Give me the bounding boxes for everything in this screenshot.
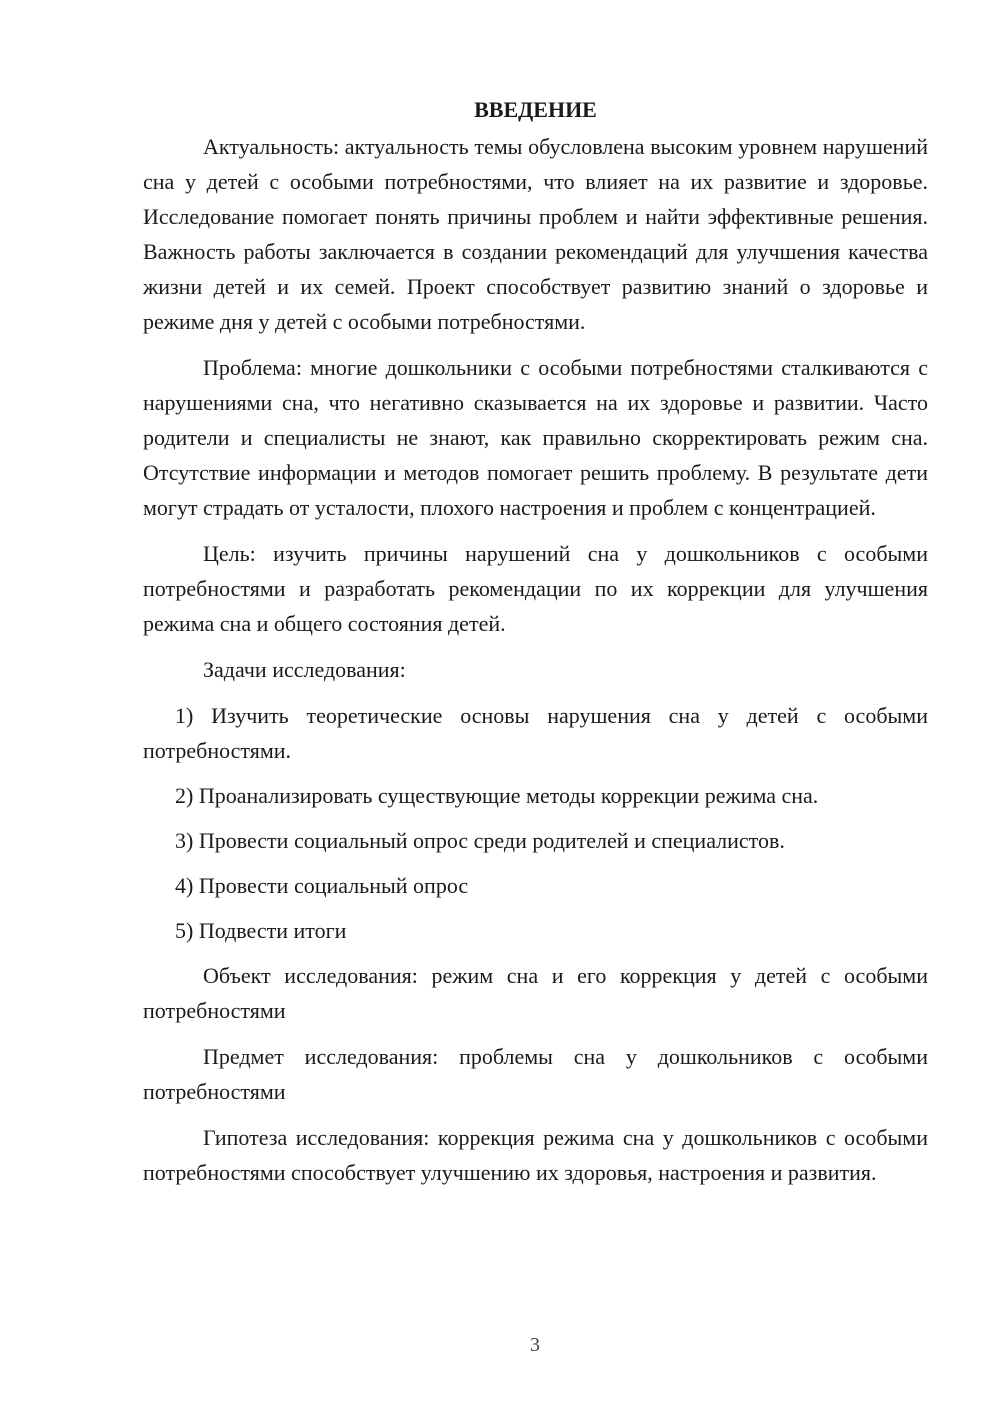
document-page: [143, 92, 928, 1201]
hypothesis-paragraph: Гипотеза исследования: коррекция режима сна у дошкольников с особыми потребностями способствует улучшению их здоровья, настроения и развития.: [143, 1125, 928, 1185]
object-paragraph: Объект исследования: режим сна и его коррекция у детей с особыми потребностями: [143, 963, 928, 1023]
page-number: 3: [530, 1334, 540, 1356]
tasks-list: [143, 698, 928, 948]
list-item: 4) Провести социальный опрос: [175, 873, 469, 898]
list-item: 5) Подвести итоги: [175, 918, 347, 943]
tasks-heading: Задачи исследования:: [203, 657, 406, 682]
subject-paragraph: Предмет исследования: проблемы сна у дошкольников с особыми потребностями: [143, 1044, 928, 1104]
problem-paragraph: Проблема: многие дошкольники с особыми потребностями сталкиваются с нарушениями сна, что негативно сказывается на их здоровье и развитии. Часто родители и специалисты не знают, как правильно скорректировать режим сна. Отсутствие информации и методов помогает решить проблему. В результате дети могут страдать от усталости, плохого настроения и проблем с концентрацией.: [143, 355, 928, 520]
goal-paragraph: Цель: изучить причины нарушений сна у дошкольников с особыми потребностями и разработать рекомендации по их коррекции для улучшения режима сна и общего состояния детей.: [143, 541, 928, 636]
list-item: 3) Провести социальный опрос среди родителей и специалистов.: [175, 828, 785, 853]
relevance-paragraph: Актуальность: актуальность темы обусловлена высоким уровнем нарушений сна у детей с особыми потребностями, что влияет на их развитие и здоровье. Исследование помогает понять причины проблем и найти эффективные решения. Важность работы заключается в создании рекомендаций для улучшения качества жизни детей и их семей. Проект способствует развитию знаний о здоровье и режиме дня у детей с особыми потребностями.: [143, 134, 928, 334]
document-title: ВВЕДЕНИЕ: [474, 97, 597, 122]
list-item: 2) Проанализировать существующие методы коррекции режима сна.: [175, 783, 819, 808]
list-item: 1) Изучить теоретические основы нарушения сна у детей с особыми потребностями.: [143, 703, 928, 763]
